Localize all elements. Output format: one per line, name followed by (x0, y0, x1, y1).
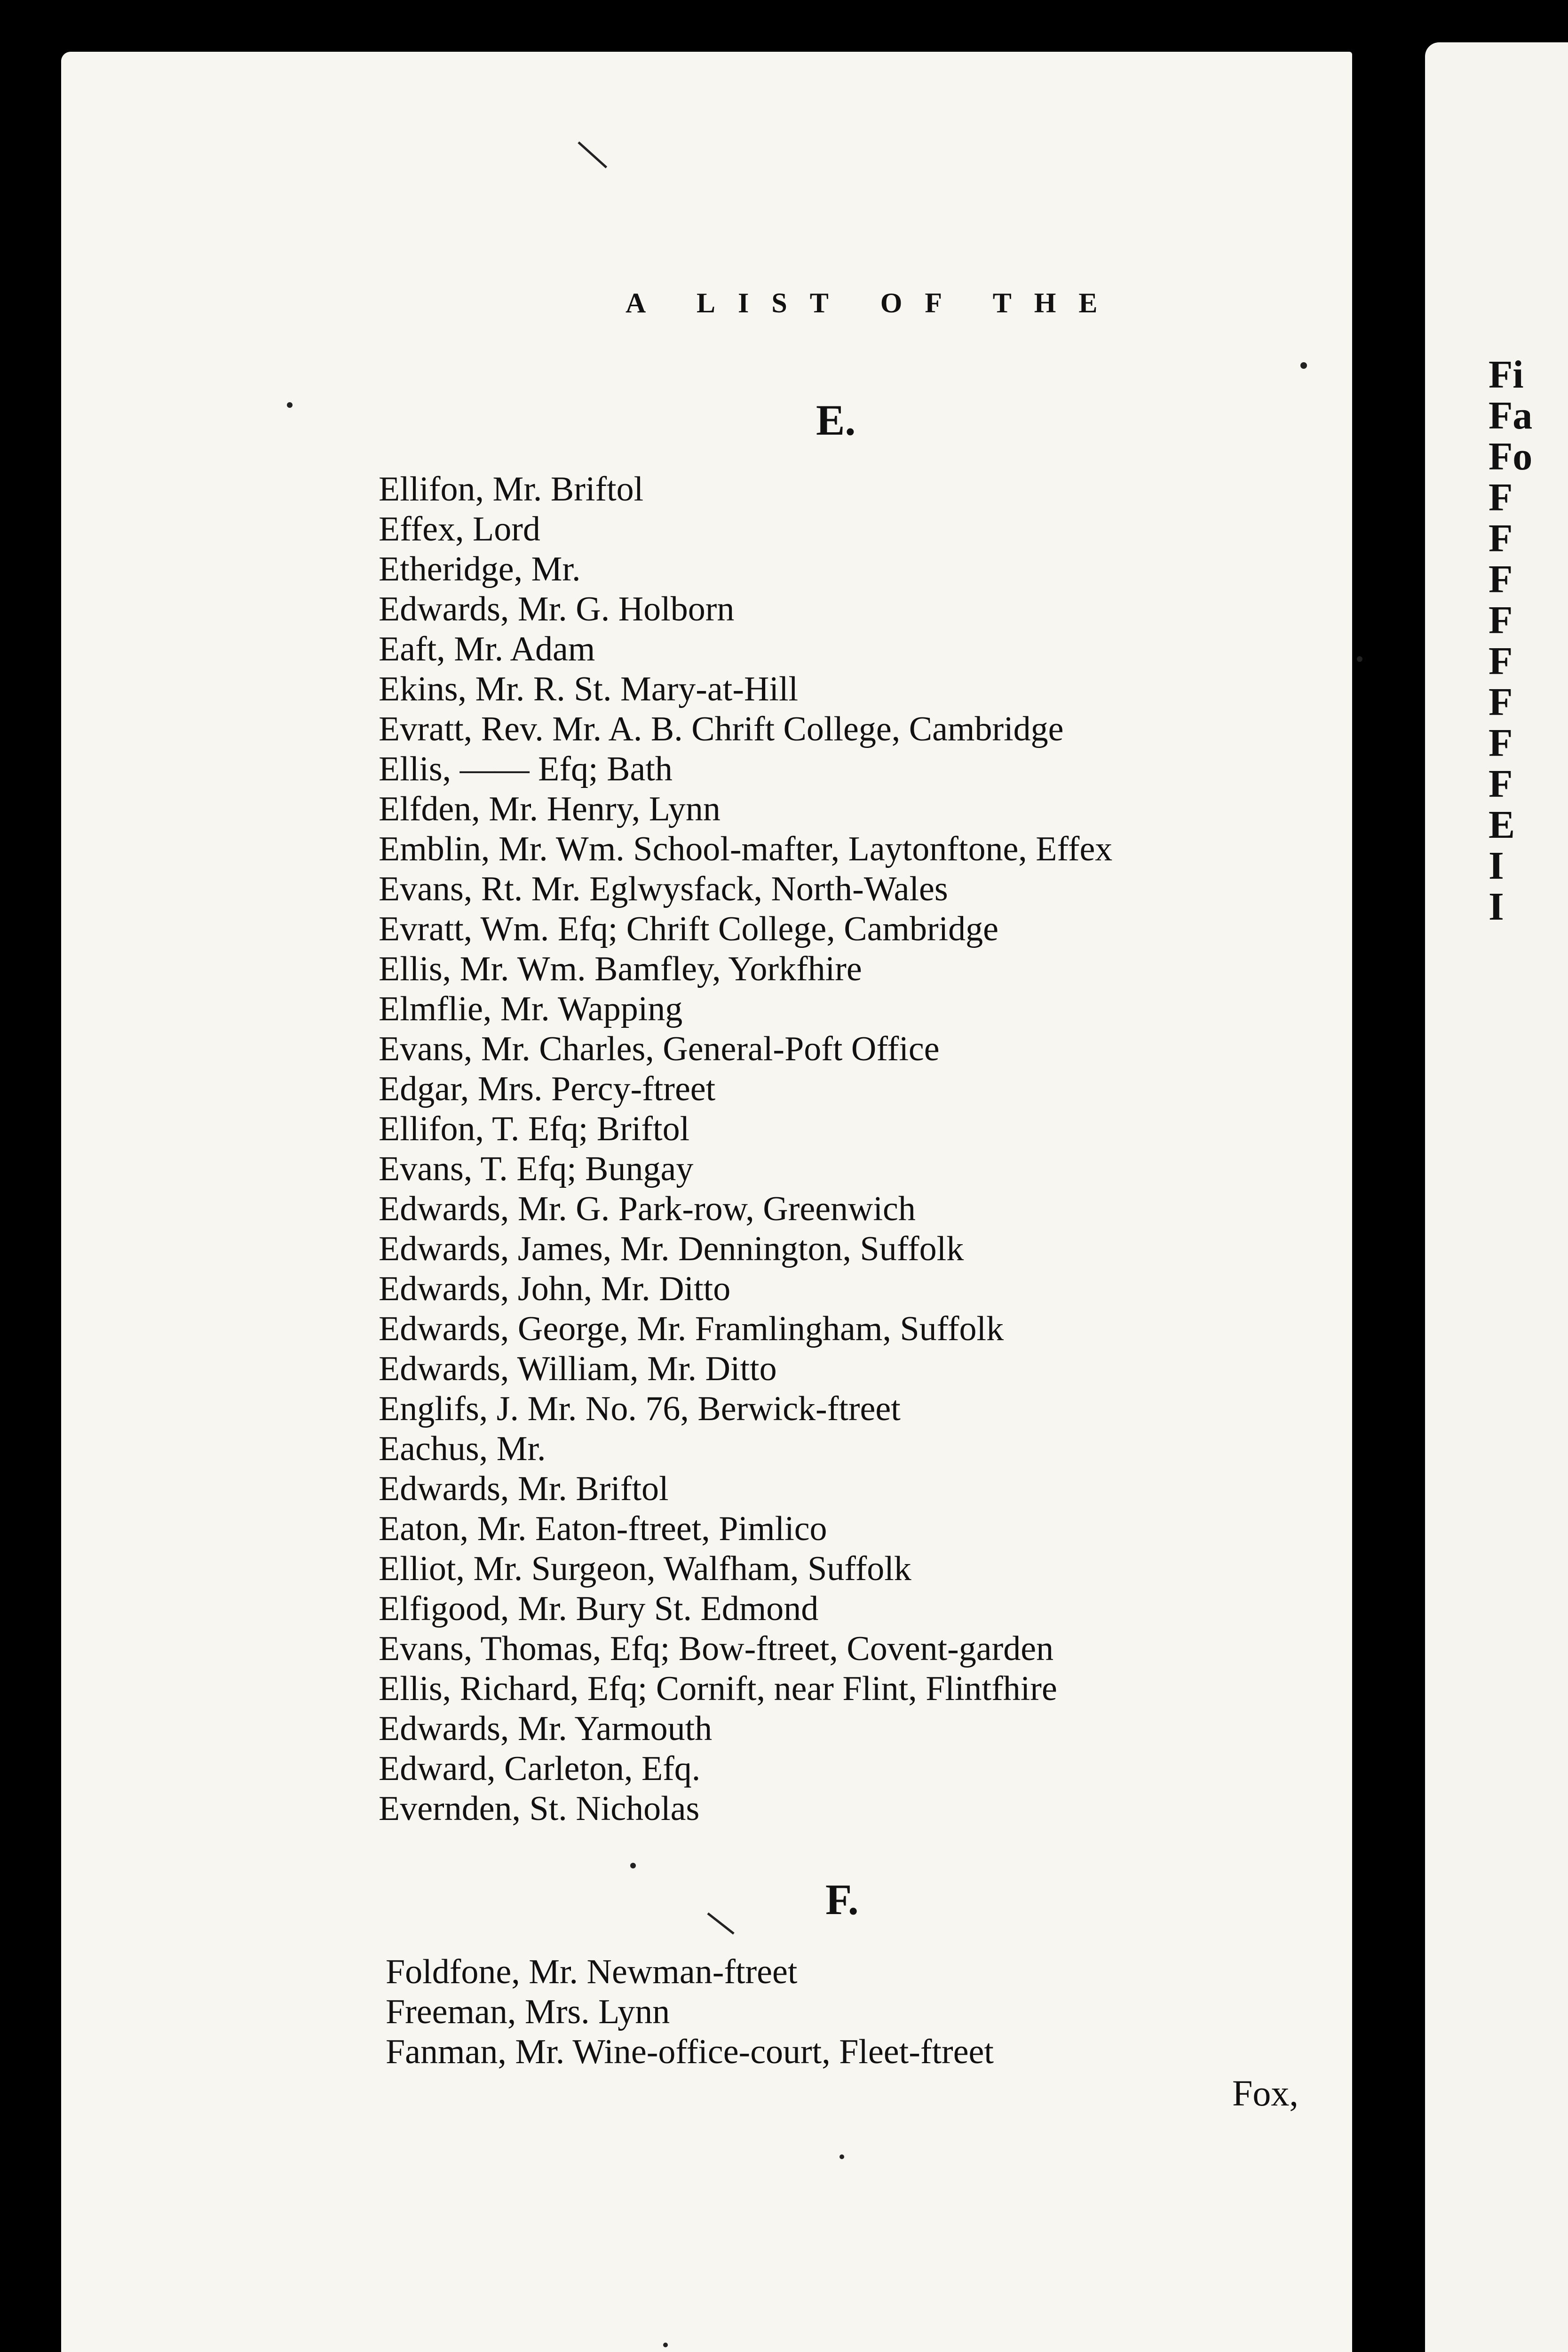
running-head: A LIST OF THE (626, 287, 1120, 318)
facing-page-fragment: F (1489, 680, 1513, 724)
catchword: Fox, (1232, 2073, 1299, 2114)
subscriber-entry: Ellifon, Mr. Briftol (379, 470, 644, 509)
facing-page-fragment: F (1489, 598, 1513, 642)
subscriber-entry: Eachus, Mr. (379, 1430, 546, 1468)
subscriber-entry: Eaton, Mr. Eaton-ftreet, Pimlico (379, 1510, 827, 1548)
subscriber-entry: Edwards, John, Mr. Ditto (379, 1270, 731, 1308)
subscriber-entry: Freeman, Mrs. Lynn (386, 1993, 670, 2031)
subscriber-entry: Edwards, Mr. Briftol (379, 1470, 669, 1508)
scan-speck (1357, 656, 1362, 662)
facing-page-fragment: F (1489, 639, 1513, 683)
subscriber-entry: Evans, T. Efq; Bungay (379, 1150, 694, 1188)
subscriber-entry: Evernden, St. Nicholas (379, 1789, 700, 1828)
subscriber-entry: Edwards, William, Mr. Ditto (379, 1350, 777, 1388)
facing-page-fragment: F (1489, 721, 1513, 765)
subscriber-entry: Evratt, Rev. Mr. A. B. Chrift College, Cambridge (379, 710, 1064, 748)
subscriber-entry: Edwards, Mr. G. Holborn (379, 590, 735, 628)
subscriber-entry: Effex, Lord (379, 510, 540, 548)
subscriber-entry: Edwards, Mr. Yarmouth (379, 1709, 713, 1748)
facing-page-fragment: F (1489, 516, 1513, 560)
facing-page-fragment: E (1489, 803, 1515, 847)
subscriber-entry: Edwards, Mr. G. Park-row, Greenwich (379, 1190, 916, 1228)
facing-page-fragment: F (1489, 762, 1513, 806)
subscriber-entry: Evans, Rt. Mr. Eglwysfack, North-Wales (379, 870, 948, 908)
facing-page-fragment: F (1489, 557, 1513, 601)
subscriber-entry: Emblin, Mr. Wm. School-mafter, Laytonftone, Effex (379, 830, 1113, 868)
subscriber-entry: Ellis, Mr. Wm. Bamfley, Yorkfhire (379, 950, 862, 988)
facing-page-fragment: I (1489, 885, 1504, 929)
facing-page-fragment: F (1489, 476, 1513, 519)
subscriber-entry: Ekins, Mr. R. St. Mary-at-Hill (379, 670, 799, 708)
section-letter-f: F. (825, 1875, 859, 1923)
scan-speck (287, 402, 293, 408)
scan-speck (839, 2154, 844, 2159)
facing-page-fragment: I (1489, 844, 1504, 888)
scan-speck (663, 2343, 668, 2347)
subscriber-entry: Edwards, James, Mr. Dennington, Suffolk (379, 1230, 964, 1268)
subscriber-entry: Edwards, George, Mr. Framlingham, Suffolk (379, 1310, 1004, 1348)
subscriber-entry: Evans, Thomas, Efq; Bow-ftreet, Covent-garden (379, 1629, 1054, 1668)
subscriber-entry: Evratt, Wm. Efq; Chrift College, Cambridge (379, 910, 999, 948)
facing-page-edge (1425, 42, 1568, 2352)
subscriber-entry: Eaft, Mr. Adam (379, 630, 595, 668)
subscriber-entry: Ellis, Richard, Efq; Cornift, near Flint, Flintfhire (379, 1669, 1057, 1708)
subscriber-entry: Evans, Mr. Charles, General-Poft Office (379, 1030, 940, 1068)
scan-speck (630, 1863, 636, 1868)
subscriber-entry: Ellifon, T. Efq; Briftol (379, 1110, 690, 1148)
section-letter-e: E. (816, 396, 856, 444)
facing-page-fragment: Fo (1489, 435, 1533, 478)
facing-page-fragment: Fi (1489, 353, 1524, 397)
scan-speck (1300, 362, 1307, 369)
subscriber-entry: Foldfone, Mr. Newman-ftreet (386, 1953, 798, 1991)
facing-page-fragment: Fa (1489, 394, 1533, 437)
subscriber-entry: Etheridge, Mr. (379, 550, 581, 588)
subscriber-entry: Englifs, J. Mr. No. 76, Berwick-ftreet (379, 1390, 901, 1428)
entry-list-f (386, 1952, 994, 2072)
entry-list-e (379, 469, 1112, 1829)
subscriber-entry: Elfden, Mr. Henry, Lynn (379, 790, 721, 828)
subscriber-entry: Elliot, Mr. Surgeon, Walfham, Suffolk (379, 1549, 911, 1588)
subscriber-entry: Elmflie, Mr. Wapping (379, 990, 683, 1028)
subscriber-entry: Ellis, —— Efq; Bath (379, 750, 673, 788)
subscriber-entry: Edgar, Mrs. Percy-ftreet (379, 1070, 716, 1108)
subscriber-entry: Fanman, Mr. Wine-office-court, Fleet-ftreet (386, 2033, 994, 2071)
subscriber-entry: Edward, Carleton, Efq. (379, 1749, 701, 1788)
subscriber-entry: Elfigood, Mr. Bury St. Edmond (379, 1589, 819, 1628)
